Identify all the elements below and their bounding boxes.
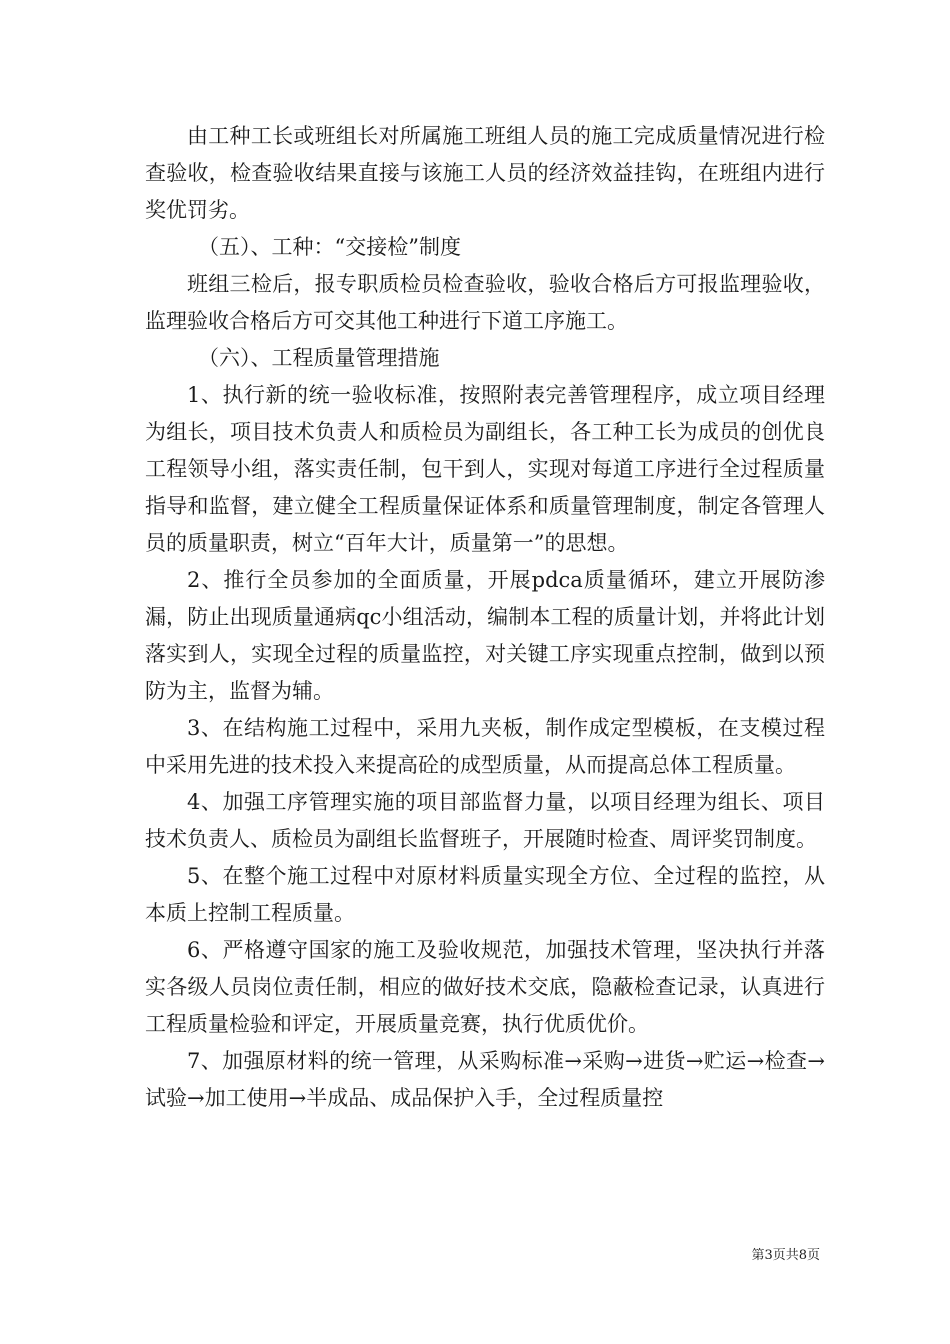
paragraph-measure-6: 6、严格遵守国家的施工及验收规范，加强技术管理，坚决执行并落实各级人员岗位责任制，相应的做好技术交底，隐蔽检查记录，认真进行工程质量检验和评定，开展质量竞赛，执行优质优价。 <box>145 938 825 1036</box>
section-heading-5: （五）、工种：“交接检”制度 <box>198 235 461 259</box>
paragraph-measure-7: 7、加强原材料的统一管理，从采购标准→采购→进货→贮运→检查→试验→加工使用→半成品、成品保护入手，全过程质量控 <box>145 1049 825 1110</box>
paragraph-handover: 班组三检后，报专职质检员检查验收，验收合格后方可报监理验收，监理验收合格后方可交其他工种进行下道工序施工。 <box>145 272 825 333</box>
paragraph-measure-4: 4、加强工序管理实施的项目部监督力量，以项目经理为组长、项目技术负责人、质检员为副组长监督班子，开展随时检查、周评奖罚制度。 <box>145 790 825 851</box>
paragraph-measure-1: 1、执行新的统一验收标准，按照附表完善管理程序，成立项目经理为组长，项目技术负责人和质检员为副组长，各工种工长为成员的创优良工程领导小组，落实责任制，包干到人，实现对每道工序进行全过程质量指导和监督，建立健全工程质量保证体系和质量管理制度，制定各管理人员的质量职责，树立“百年大计，质量第一”的思想。 <box>145 383 825 555</box>
paragraph-acceptance: 由工种工长或班组长对所属施工班组人员的施工完成质量情况进行检查验收，检查验收结果直接与该施工人员的经济效益挂钩，在班组内进行奖优罚劣。 <box>145 124 825 222</box>
document-body <box>145 118 825 1117</box>
paragraph-measure-3: 3、在结构施工过程中，采用九夹板，制作成定型模板，在支模过程中采用先进的技术投入来提高砼的成型质量，从而提高总体工程质量。 <box>145 716 825 777</box>
page-number-footer: 第3页共8页 <box>751 1248 820 1263</box>
paragraph-measure-5: 5、在整个施工过程中对原材料质量实现全方位、全过程的监控，从本质上控制工程质量。 <box>145 864 825 925</box>
paragraph-measure-2: 2、推行全员参加的全面质量，开展pdca质量循环，建立开展防渗漏，防止出现质量通病qc小组活动，编制本工程的质量计划，并将此计划落实到人，实现全过程的质量监控，对关键工序实现重点控制，做到以预防为主，监督为辅。 <box>145 568 825 703</box>
section-heading-6: （六）、工程质量管理措施 <box>198 346 440 370</box>
